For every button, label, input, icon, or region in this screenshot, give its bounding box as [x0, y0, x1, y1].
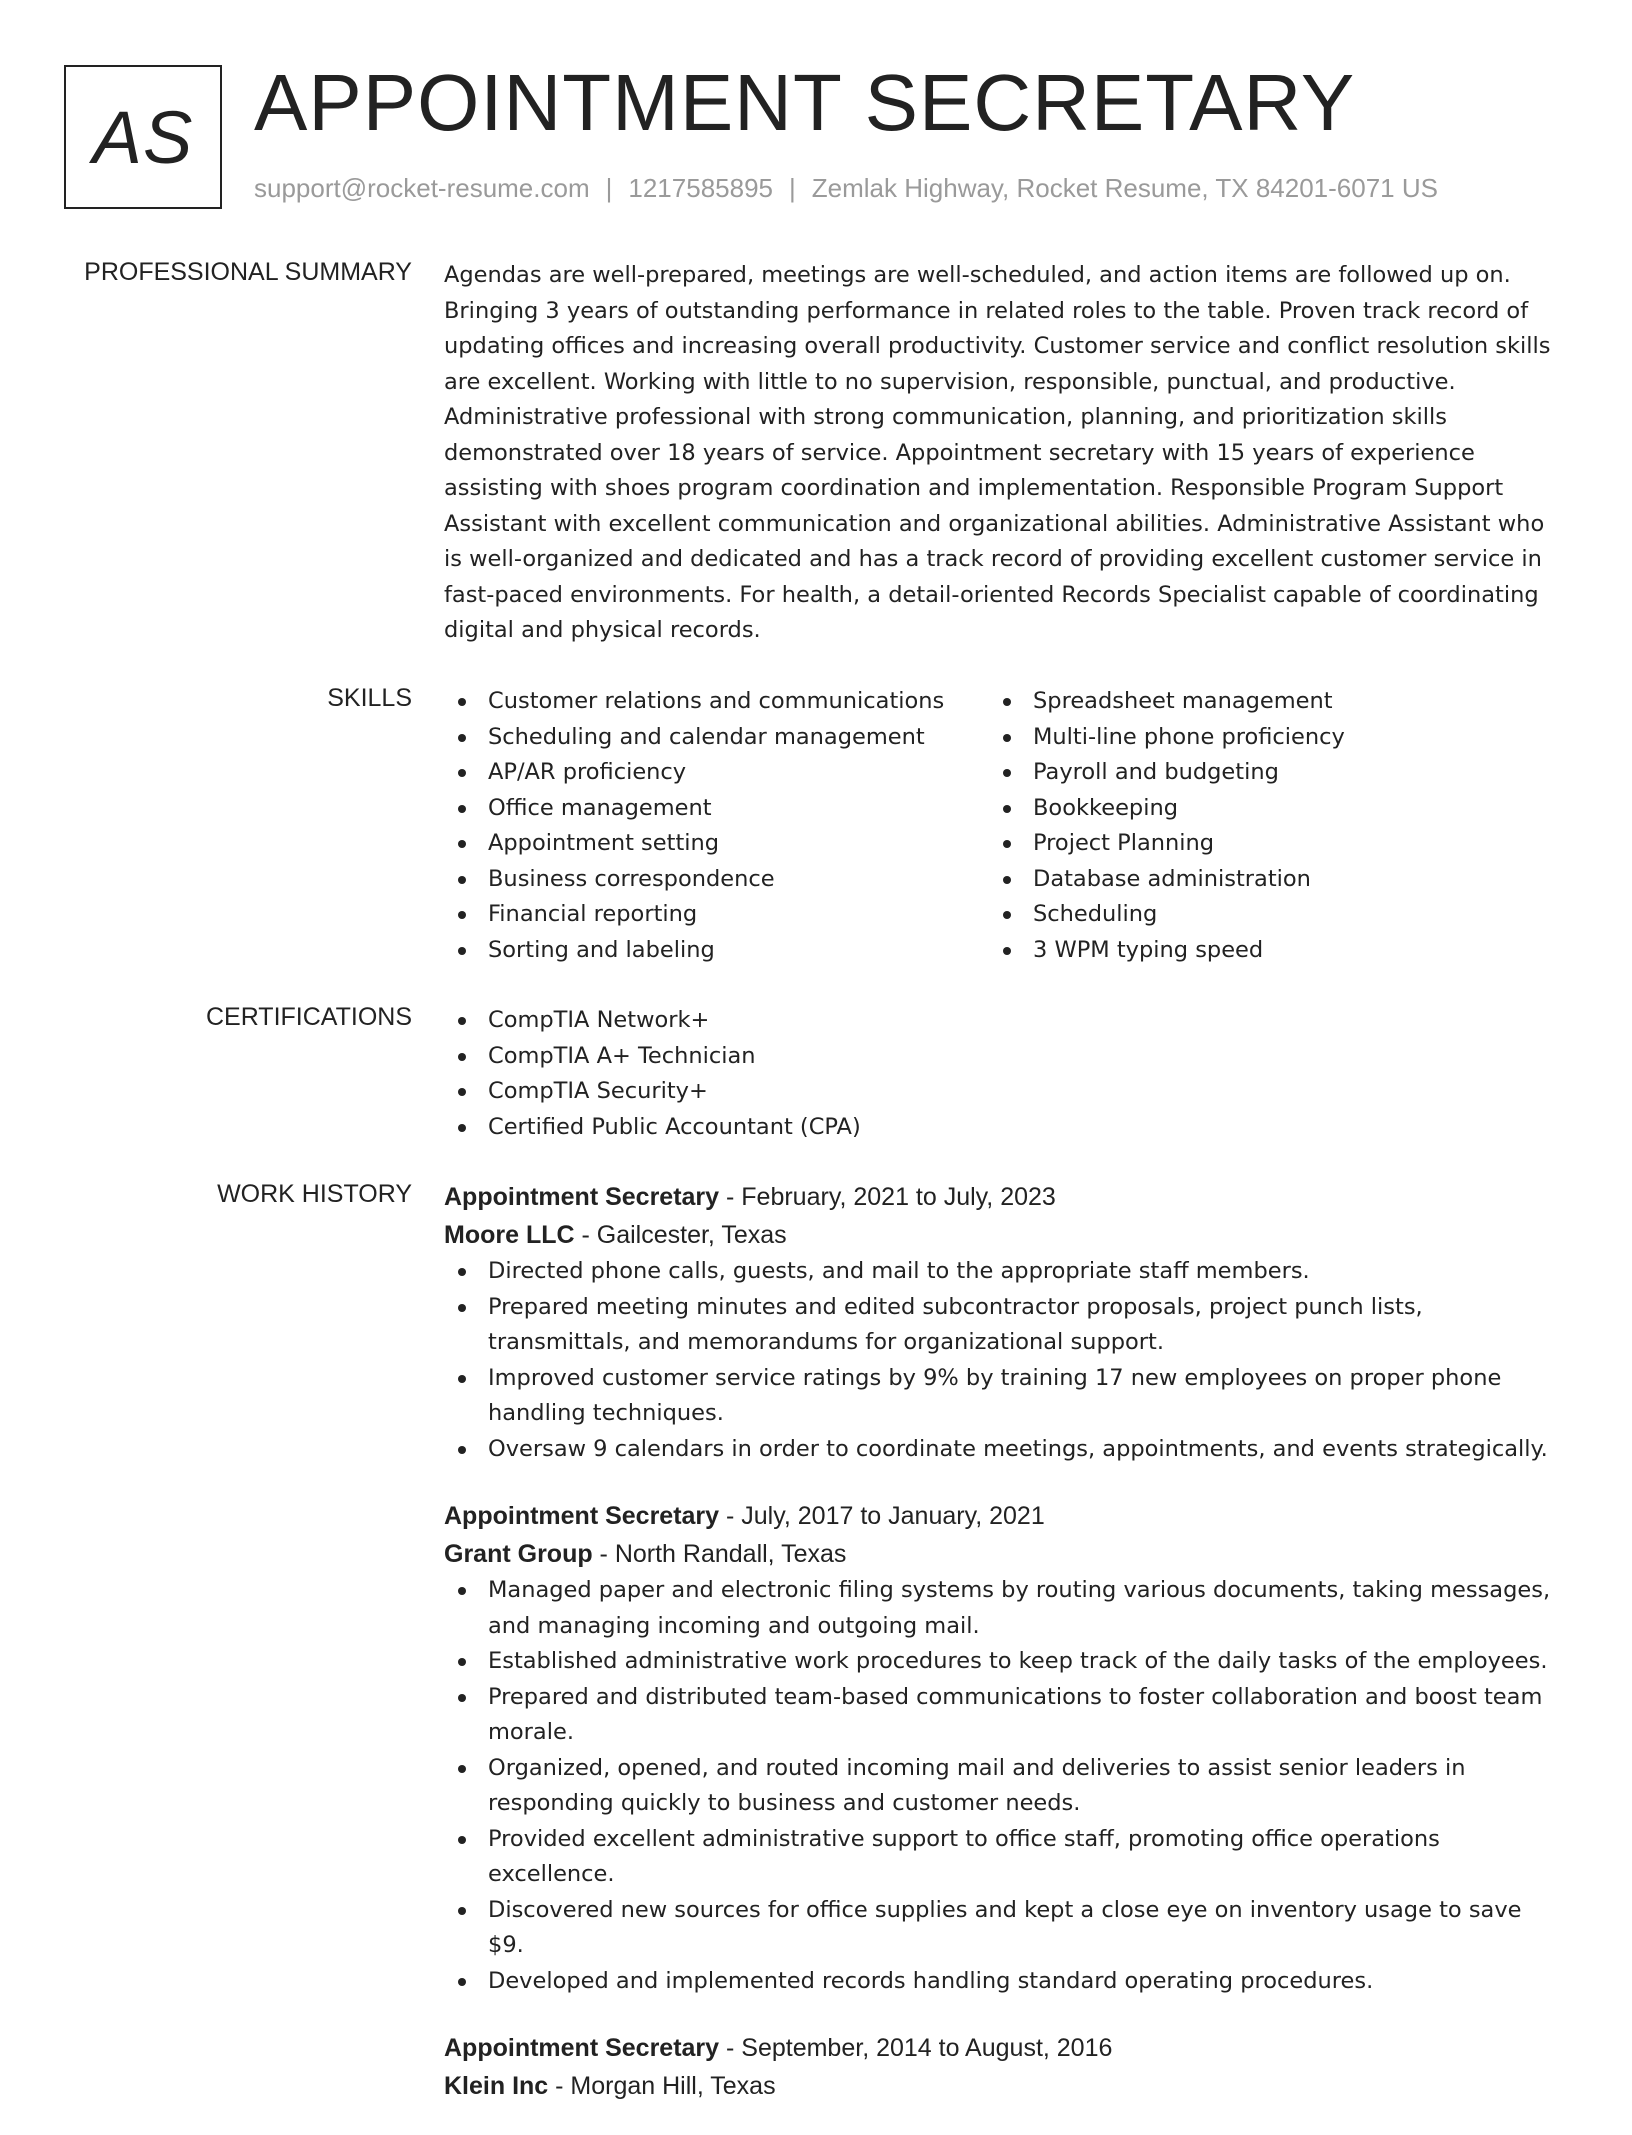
job-entry	[444, 1497, 1560, 1999]
skill-item: Office management	[444, 791, 989, 827]
job-duty-item: Developed and implemented records handling standard operating procedures.	[444, 1964, 1560, 2000]
job-duty-item: Improved customer service ratings by 9% by training 17 new employees on proper phone handling techniques.	[444, 1361, 1560, 1432]
job-duties-list	[444, 1254, 1560, 1467]
summary-body	[444, 258, 1560, 649]
job-duty-item: Established administrative work procedures to keep track of the daily tasks of the employees.	[444, 1644, 1560, 1680]
job-title-line	[444, 1178, 1560, 1216]
job-dates: - July, 2017 to January, 2021	[719, 1502, 1045, 1530]
skill-item: Multi-line phone proficiency	[989, 720, 1534, 756]
job-duty-item: Organized, opened, and routed incoming mail and deliveries to assist senior leaders in responding quickly to business and customer needs.	[444, 1751, 1560, 1822]
skill-item: Customer relations and communications	[444, 684, 989, 720]
section-label: SKILLS	[327, 684, 412, 712]
skill-item: Payroll and budgeting	[989, 755, 1534, 791]
job-company: Grant Group	[444, 1540, 593, 1568]
job-location: - North Randall, Texas	[592, 1540, 847, 1568]
job-dates: - February, 2021 to July, 2023	[719, 1183, 1056, 1211]
skill-item: 3 WPM typing speed	[989, 933, 1534, 969]
resume-title: APPOINTMENT SECRETARY	[254, 58, 1356, 147]
contact-email[interactable]: support@rocket-resume.com	[254, 173, 590, 203]
job-title: Appointment Secretary	[444, 1183, 720, 1211]
job-company: Klein Inc	[444, 2072, 549, 2100]
resume-header	[64, 58, 1564, 210]
contact-line	[254, 173, 1438, 204]
skills-column	[989, 684, 1534, 968]
skill-item: AP/AR proficiency	[444, 755, 989, 791]
job-dates: - September, 2014 to August, 2016	[719, 2034, 1113, 2062]
skill-item: Financial reporting	[444, 897, 989, 933]
job-duty-item: Prepared and distributed team-based communications to foster collaboration and boost team morale.	[444, 1680, 1560, 1751]
job-company-line	[444, 1535, 1560, 1573]
skill-item: Database administration	[989, 862, 1534, 898]
contact-address: Zemlak Highway, Rocket Resume, TX 84201-6071 US	[811, 173, 1438, 203]
certifications-body	[444, 1003, 1560, 1145]
job-location: - Gailcester, Texas	[574, 1221, 787, 1249]
certification-item: CompTIA Security+	[444, 1074, 1560, 1110]
skill-item: Bookkeeping	[989, 791, 1534, 827]
certification-item: CompTIA Network+	[444, 1003, 1560, 1039]
job-duty-item: Prepared meeting minutes and edited subcontractor proposals, project punch lists, transmittals, and memorandums for organizational support.	[444, 1290, 1560, 1361]
job-entry	[444, 1178, 1560, 1467]
certification-item: Certified Public Accountant (CPA)	[444, 1110, 1560, 1146]
job-title: Appointment Secretary	[444, 1502, 720, 1530]
work-history-body	[444, 1178, 1560, 2135]
skill-item: Business correspondence	[444, 862, 989, 898]
job-company-line	[444, 1216, 1560, 1254]
contact-phone[interactable]: 1217585895	[628, 173, 773, 203]
skills-column	[444, 684, 989, 968]
skill-item: Scheduling and calendar management	[444, 720, 989, 756]
job-duty-item: Managed paper and electronic filing systems by routing various documents, taking messages, and managing incoming and outgoing mail.	[444, 1573, 1560, 1644]
skill-item: Project Planning	[989, 826, 1534, 862]
job-duty-item: Oversaw 9 calendars in order to coordinate meetings, appointments, and events strategically.	[444, 1432, 1560, 1468]
monogram-badge: AS	[64, 65, 222, 209]
job-title-line	[444, 1497, 1560, 1535]
job-duty-item: Provided excellent administrative support to office staff, promoting office operations excellence.	[444, 1822, 1560, 1893]
skill-item: Scheduling	[989, 897, 1534, 933]
job-duty-item: Discovered new sources for office supplies and kept a close eye on inventory usage to save $9.	[444, 1893, 1560, 1964]
job-duty-item: Directed phone calls, guests, and mail to the appropriate staff members.	[444, 1254, 1560, 1290]
contact-separator: |	[789, 173, 796, 203]
skills-grid	[444, 684, 1560, 968]
summary-text: Agendas are well-prepared, meetings are well-scheduled, and action items are followed up on. Bringing 3 years of outstanding performance in related roles to the table. Proven track record of updating offices and increasing overall productivity. Customer service and conflict resolution skills are excellent. Working with little to no supervision, responsible, punctual, and productive. Administrative professional with strong communication, planning, and prioritization skills demonstrated over 18 years of service. Appointment secretary with 15 years of experience assisting with shoes program coordination and implementation. Responsible Program Support Assistant with excellent communication and organizational abilities. Administrative Assistant who is well-organized and dedicated and has a track record of providing excellent customer service in fast-paced environments. For health, a detail-oriented Records Specialist capable of coordinating digital and physical records.	[444, 262, 1551, 643]
certification-item: CompTIA A+ Technician	[444, 1039, 1560, 1075]
job-title: Appointment Secretary	[444, 2034, 720, 2062]
skill-item: Appointment setting	[444, 826, 989, 862]
section-label: WORK HISTORY	[217, 1180, 412, 1208]
skill-item: Sorting and labeling	[444, 933, 989, 969]
certifications-list	[444, 1003, 1560, 1145]
section-label: CERTIFICATIONS	[205, 1003, 412, 1031]
section-label: PROFESSIONAL SUMMARY	[84, 258, 412, 286]
job-company-line	[444, 2067, 1560, 2105]
job-company: Moore LLC	[444, 1221, 575, 1249]
contact-separator: |	[605, 173, 613, 203]
job-title-line	[444, 2029, 1560, 2067]
job-entry	[444, 2029, 1560, 2105]
skill-item: Spreadsheet management	[989, 684, 1534, 720]
job-duties-list	[444, 1573, 1560, 1999]
job-location: - Morgan Hill, Texas	[548, 2072, 776, 2100]
skills-body	[444, 684, 1560, 968]
